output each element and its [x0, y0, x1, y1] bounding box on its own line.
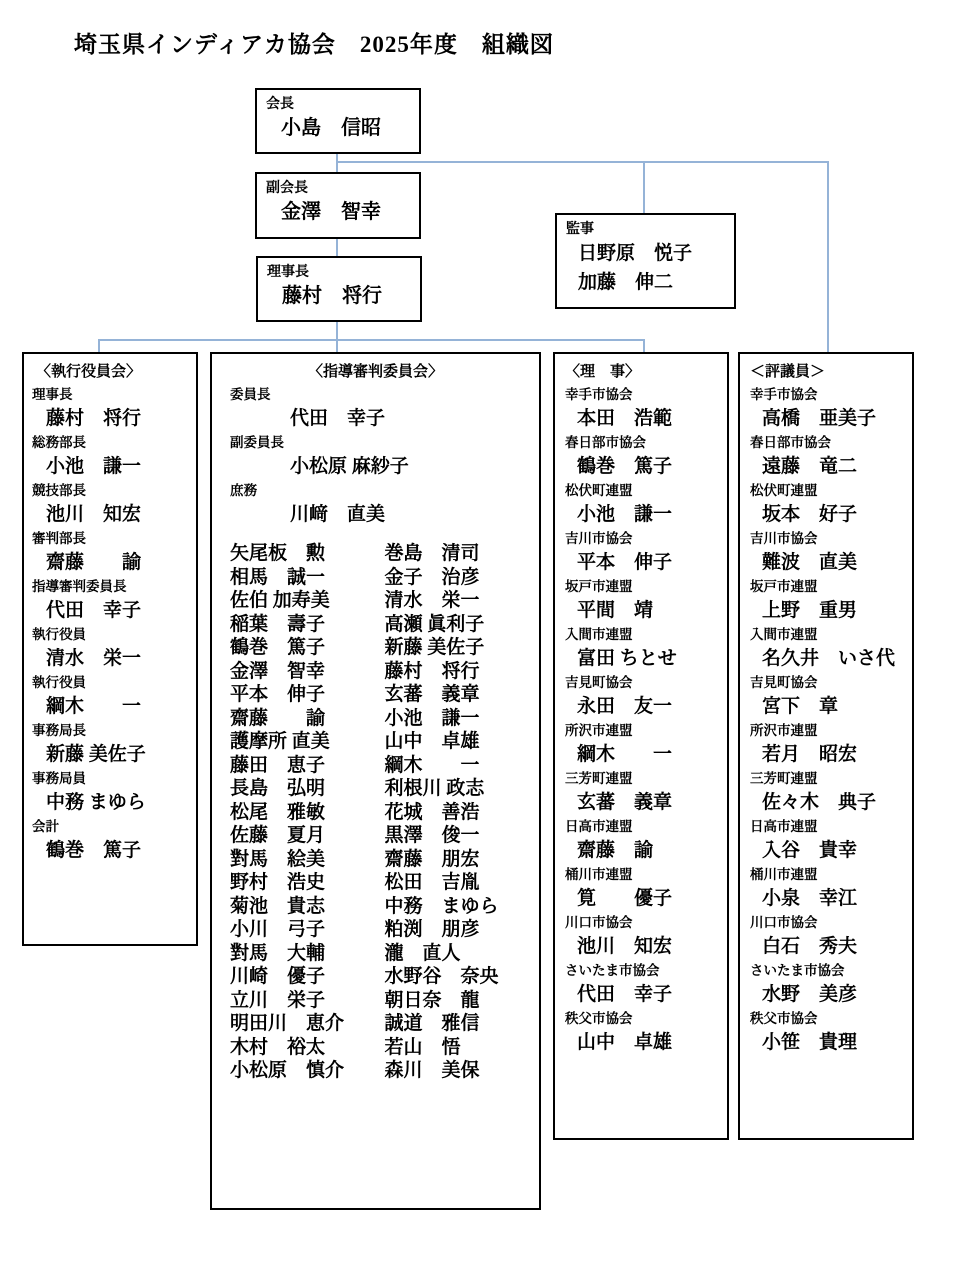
role-label: 事務局長 [32, 723, 86, 738]
member-name: 坂本 好子 [762, 504, 858, 525]
executive-board-entry [24, 768, 196, 816]
member-name: 巻島 清司 [384, 543, 480, 564]
organization-label: 吉川市協会 [750, 531, 818, 546]
member-name: 小川 弓子 [230, 919, 326, 940]
directors-heading: 〈理 事〉 [565, 364, 641, 380]
member-name: 清水 栄一 [46, 648, 142, 669]
councilors-box [738, 352, 914, 1140]
member-name: 遠藤 竜二 [762, 456, 858, 477]
director-entry [555, 768, 727, 816]
member-name: 玄蕃 義章 [577, 792, 673, 813]
member-name: 利根川 政志 [384, 778, 485, 799]
member-name: 小池 謙一 [384, 707, 480, 729]
director-entry [555, 1008, 727, 1056]
director-entry [555, 720, 727, 768]
member-name: 森川 美保 [384, 1060, 480, 1081]
member-name: 對馬 絵美 [230, 848, 326, 870]
member-name: 難波 直美 [762, 552, 858, 573]
member-name: 川﨑 直美 [290, 504, 386, 525]
organization-label: 吉川市協会 [565, 531, 633, 546]
member-name: 明田川 恵介 [230, 1013, 345, 1034]
executive-board-entry [24, 432, 196, 480]
member-name: 新藤 美佐子 [384, 637, 485, 658]
member-name: 金澤 智幸 [230, 660, 326, 682]
organization-label: 春日部市協会 [750, 435, 831, 450]
executive-board-heading: 〈執行役員会〉 [36, 364, 142, 380]
member-name: 綱木 一 [384, 754, 480, 776]
connector-to-councilors [827, 161, 829, 352]
councilor-entry [740, 576, 912, 624]
member-name: 若月 昭宏 [762, 744, 858, 765]
member-name: 池川 知宏 [46, 504, 142, 525]
member-name: 粕渕 朋彦 [384, 919, 480, 940]
director-general-box [256, 256, 422, 322]
role-label: 総務部長 [32, 435, 86, 450]
executive-board-entry [24, 528, 196, 576]
connector-vice-to-director-general [336, 239, 338, 257]
organization-label: 松伏町連盟 [565, 483, 633, 498]
directors-box [553, 352, 729, 1140]
member-name: 菊池 貴志 [230, 895, 326, 917]
member-name: 松田 吉胤 [384, 872, 480, 893]
member-name: 鶴巻 篤子 [577, 456, 673, 477]
organization-label: 桶川市連盟 [750, 867, 818, 882]
member-name: 佐伯 加寿美 [230, 590, 330, 611]
directors-list [555, 384, 727, 1056]
member-name: 代田 幸子 [577, 984, 673, 1005]
member-name: 小松原 麻紗子 [290, 456, 409, 477]
member-name: 新藤 美佐子 [46, 744, 146, 765]
councilor-entry [740, 624, 912, 672]
connector-to-executive-board [98, 339, 100, 352]
organization-label: 秩父市協会 [750, 1011, 818, 1026]
councilor-entry [740, 528, 912, 576]
member-name: 木村 裕太 [230, 1036, 326, 1058]
member-name: 矢尾板 勲 [230, 543, 326, 564]
councilor-entry [740, 864, 912, 912]
member-name: 鶴巻 篤子 [230, 637, 326, 658]
organization-label: 幸手市協会 [750, 387, 818, 402]
member-name: 齋藤 諭 [46, 552, 142, 573]
role-label: 執行役員 [32, 675, 86, 690]
director-entry [555, 528, 727, 576]
organization-label: 三芳町連盟 [565, 771, 633, 786]
member-name: 朝日奈 龍 [384, 989, 480, 1011]
organization-label: 三芳町連盟 [750, 771, 818, 786]
role-label: 理事長 [32, 387, 73, 402]
member-name: 誠道 雅信 [384, 1013, 480, 1034]
connector-to-directors [643, 339, 645, 352]
member-name: 稲葉 壽子 [230, 613, 326, 635]
auditor-name: 日野原 悦子 [578, 243, 693, 264]
executive-board-entry [24, 816, 196, 864]
member-name: 平間 靖 [577, 600, 654, 621]
auditor-name: 加藤 伸二 [578, 272, 674, 293]
member-name: 玄蕃 義章 [384, 684, 480, 705]
organization-label: 桶川市連盟 [565, 867, 633, 882]
connector-bottom-horizontal [98, 339, 645, 341]
member-name: 野村 浩史 [230, 872, 326, 893]
role-label: 執行役員 [32, 627, 86, 642]
director-entry [555, 864, 727, 912]
vice-chairman-box [255, 172, 421, 239]
organization-label: 春日部市協会 [565, 435, 646, 450]
member-name: 代田 幸子 [46, 600, 142, 621]
director-entry [555, 576, 727, 624]
role-label: 指導審判委員長 [32, 579, 127, 594]
member-name: 齋藤 諭 [230, 707, 326, 729]
organization-label: 所沢市連盟 [565, 723, 633, 738]
executive-board-entry [24, 720, 196, 768]
councilor-entry [740, 384, 912, 432]
director-entry [555, 384, 727, 432]
vice-chairman-label: 副会長 [266, 181, 308, 196]
referee-committee-members [212, 542, 539, 1083]
auditors-label: 監事 [566, 222, 594, 237]
member-name: 金子 治彦 [384, 566, 480, 588]
member-name: 筧 優子 [577, 888, 673, 909]
referee-officer-entry [212, 480, 539, 528]
organization-label: 吉見町協会 [750, 675, 818, 690]
executive-board-entry [24, 576, 196, 624]
executive-board-list [24, 384, 196, 864]
member-name: 平本 伸子 [577, 552, 673, 573]
member-name: 清水 栄一 [384, 590, 480, 611]
organization-label: 入間市連盟 [750, 627, 818, 642]
member-name: 瀧 直人 [384, 942, 461, 964]
chairman-label: 会長 [266, 97, 294, 112]
organization-label: 入間市連盟 [565, 627, 633, 642]
organization-label: 幸手市協会 [565, 387, 633, 402]
members-right-column [385, 542, 540, 1083]
member-name: 代田 幸子 [290, 408, 386, 429]
member-name: 若山 悟 [384, 1036, 461, 1058]
councilor-entry [740, 672, 912, 720]
director-entry [555, 912, 727, 960]
organization-label: 川口市協会 [565, 915, 633, 930]
organization-label: 吉見町協会 [565, 675, 633, 690]
councilor-entry [740, 816, 912, 864]
councilor-entry [740, 768, 912, 816]
member-name: 松尾 雅敏 [230, 801, 326, 823]
chairman-name: 小島 信昭 [281, 117, 381, 139]
member-name: 綱木 一 [46, 696, 142, 717]
member-name: 富田 ちとせ [577, 648, 677, 669]
councilor-entry [740, 960, 912, 1008]
councilor-entry [740, 480, 912, 528]
member-name: 小池 謙一 [46, 456, 142, 477]
organization-label: 坂戸市連盟 [565, 579, 633, 594]
councilor-entry [740, 720, 912, 768]
member-name: 山中 卓雄 [384, 731, 480, 752]
director-general-name: 藤村 将行 [282, 285, 382, 307]
councilors-heading: ＜評議員＞ [750, 364, 826, 380]
executive-board-entry [24, 480, 196, 528]
member-name: 佐々木 典子 [762, 792, 877, 813]
member-name: 綱木 一 [577, 744, 673, 765]
referee-committee-box [210, 352, 541, 1210]
director-entry [555, 816, 727, 864]
member-name: 山中 卓雄 [577, 1032, 673, 1053]
referee-committee-officers [212, 384, 539, 528]
chairman-box [255, 88, 421, 154]
director-entry [555, 672, 727, 720]
councilor-entry [740, 1008, 912, 1056]
member-name: 小松原 慎介 [230, 1060, 345, 1081]
member-name: 藤田 恵子 [230, 754, 326, 776]
member-name: 水野谷 奈央 [384, 966, 499, 987]
organization-label: 松伏町連盟 [750, 483, 818, 498]
member-name: 藤村 将行 [46, 408, 142, 429]
member-name: 水野 美彦 [762, 984, 858, 1005]
director-entry [555, 624, 727, 672]
organization-label: さいたま市協会 [750, 963, 845, 978]
members-left-column [230, 542, 385, 1083]
connector-chairman-to-vice [336, 153, 338, 173]
member-name: 藤村 将行 [384, 660, 480, 682]
member-name: 中務 まゆら [384, 895, 499, 917]
member-name: 齋藤 諭 [577, 840, 654, 861]
member-name: 長島 弘明 [230, 778, 326, 799]
director-entry [555, 960, 727, 1008]
member-name: 小池 謙一 [577, 504, 673, 525]
organization-label: 秩父市協会 [565, 1011, 633, 1026]
councilor-entry [740, 912, 912, 960]
role-label: 競技部長 [32, 483, 86, 498]
executive-board-entry [24, 384, 196, 432]
organization-label: 川口市協会 [750, 915, 818, 930]
organization-label: 日高市連盟 [750, 819, 818, 834]
connector-director-general-down [336, 322, 338, 352]
vice-chairman-name: 金澤 智幸 [281, 201, 381, 223]
member-name: 中務 まゆら [46, 792, 146, 813]
member-name: 名久井 いさ代 [762, 648, 896, 669]
referee-officer-entry [212, 432, 539, 480]
member-name: 川崎 優子 [230, 966, 326, 987]
member-name: 高瀬 眞利子 [384, 613, 485, 635]
member-name: 花城 善浩 [384, 801, 480, 823]
member-name: 本田 浩範 [577, 408, 673, 429]
role-label: 会計 [32, 819, 59, 834]
role-label: 副委員長 [230, 435, 284, 450]
director-entry [555, 432, 727, 480]
councilor-entry [740, 432, 912, 480]
member-name: 永田 友一 [577, 696, 673, 717]
member-name: 小笹 貴理 [762, 1032, 858, 1053]
member-name: 小泉 幸江 [762, 888, 858, 909]
member-name: 鶴巻 篤子 [46, 840, 142, 861]
auditors-box [555, 213, 736, 309]
member-name: 白石 秀夫 [762, 936, 858, 957]
member-name: 入谷 貴幸 [762, 840, 858, 861]
director-general-label: 理事長 [267, 265, 309, 280]
member-name: 平本 伸子 [230, 684, 326, 705]
role-label: 事務局員 [32, 771, 86, 786]
organization-label: 所沢市連盟 [750, 723, 818, 738]
councilors-list [740, 384, 912, 1056]
member-name: 上野 重男 [762, 600, 858, 621]
member-name: 池川 知宏 [577, 936, 673, 957]
member-name: 齋藤 朋宏 [384, 848, 480, 870]
member-name: 高橋 亜美子 [762, 408, 877, 429]
referee-officer-entry [212, 384, 539, 432]
referee-committee-heading: 〈指導審判委員会〉 [307, 364, 443, 380]
organization-label: 日高市連盟 [565, 819, 633, 834]
member-name: 黒澤 俊一 [384, 825, 480, 846]
member-name: 立川 栄子 [230, 989, 326, 1011]
director-entry [555, 480, 727, 528]
page-title: 埼玉県インディアカ協会 2025年度 組織図 [74, 32, 554, 57]
role-label: 審判部長 [32, 531, 86, 546]
organization-label: 坂戸市連盟 [750, 579, 818, 594]
member-name: 佐藤 夏月 [230, 825, 326, 846]
member-name: 宮下 章 [762, 696, 839, 717]
connector-top-horizontal [336, 161, 829, 163]
executive-board-entry [24, 624, 196, 672]
organization-label: さいたま市協会 [565, 963, 660, 978]
member-name: 相馬 誠一 [230, 566, 326, 588]
member-name: 對馬 大輔 [230, 942, 326, 964]
role-label: 委員長 [230, 387, 271, 402]
role-label: 庶務 [230, 483, 257, 498]
connector-to-auditors [643, 161, 645, 213]
executive-board-entry [24, 672, 196, 720]
executive-board-box [22, 352, 198, 946]
member-name: 護摩所 直美 [230, 731, 330, 752]
